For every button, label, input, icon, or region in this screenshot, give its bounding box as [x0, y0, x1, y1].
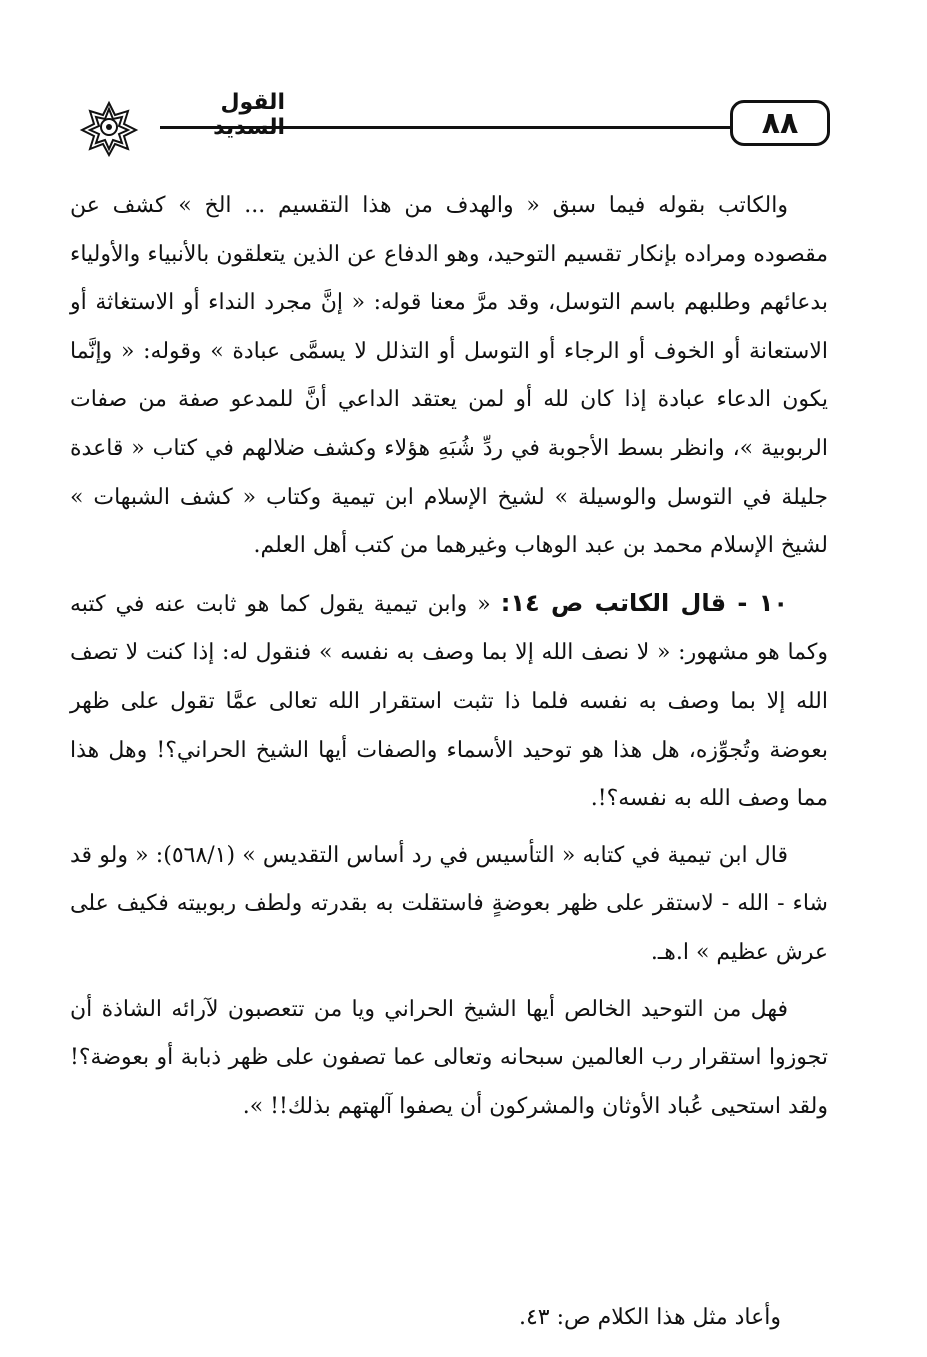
page-number: ٨٨ — [730, 100, 830, 146]
book-title: القول السديد — [213, 90, 285, 140]
paragraph-3: قال ابن تيمية في كتابه « التأسيس في رد أساس التقديس » (٥٦٨/١): « ولو قد شاء - الله - لاستقر على ظهر بعوضةٍ فاستقلت به بقدرته ولطف ربوبيته فكيف على عرش عظيم » ا.هـ. — [70, 842, 828, 965]
section-heading: ١٠ - قال الكاتب ص ١٤: — [500, 588, 789, 617]
paragraph-1: والكاتب بقوله فيما سبق « والهدف من هذا التقسيم ... الخ » كشف عن مقصوده ومراده بإنكار تقسيم التوحيد، وهو الدفاع عن الذين يتعلقون بالأنبياء والأولياء بدعائهم وطلبهم باسم التوسل، وقد مرَّ معنا قوله: « إنَّ مجرد النداء أو الاستغاثة أو الاستعانة أو الخوف أو الرجاء أو التوسل أو التذلل لا يسمَّى عبادة » وقوله: « وإنَّما يكون الدعاء عبادة إذا كان لله أو لمن يعتقد الداعي أنَّ للمدعو صفة من صفات الربوبية »، وانظر بسط الأجوبة في ردِّ شُبَهِ هؤلاء وكشف ضلالهم في كتاب « قاعدة جليلة في التوسل والوسيلة » لشيخ الإسلام ابن تيمية وكتاب « كشف الشبهات » لشيخ الإسلام محمد بن عبد الوهاب وغيرهما من كتب أهل العلم. — [70, 193, 828, 559]
paragraph-2 — [70, 579, 828, 824]
paragraph-4: فهل من التوحيد الخالص أيها الشيخ الحراني ويا من تتعصبون لآرائه الشاذة أن تجوزوا استقرار رب العالمين سبحانه وتعالى عما تصفون على ظهر ذبابة أو بعوضة؟! ولقد استحيى عُباد الأوثان والمشركون أن يصفوا آلهتهم بذلك!! ». — [70, 996, 828, 1119]
paragraph-2-text: « وابن تيمية يقول كما هو ثابت عنه في كتبه وكما هو مشهور: « لا نصف الله إلا بما وصف به نفسه » فنقول له: إذا كنت لا تصف الله إلا بما وصف به نفسه فلما ذا تثبت استقرار الله تعالى عمَّا تقول على ظهر بعوضة وتُجوِّزه، هل هذا هو توحيد الأسماء والصفات أيها الشيخ الحراني؟! وهل هذا مما وصف الله به نفسه؟!. — [70, 591, 828, 812]
paragraph-5: وأعاد مثل هذا الكلام ص: ٤٣. — [518, 1305, 781, 1330]
page-header — [0, 0, 927, 160]
body-text — [70, 182, 828, 1131]
floral-star-icon — [74, 97, 144, 157]
